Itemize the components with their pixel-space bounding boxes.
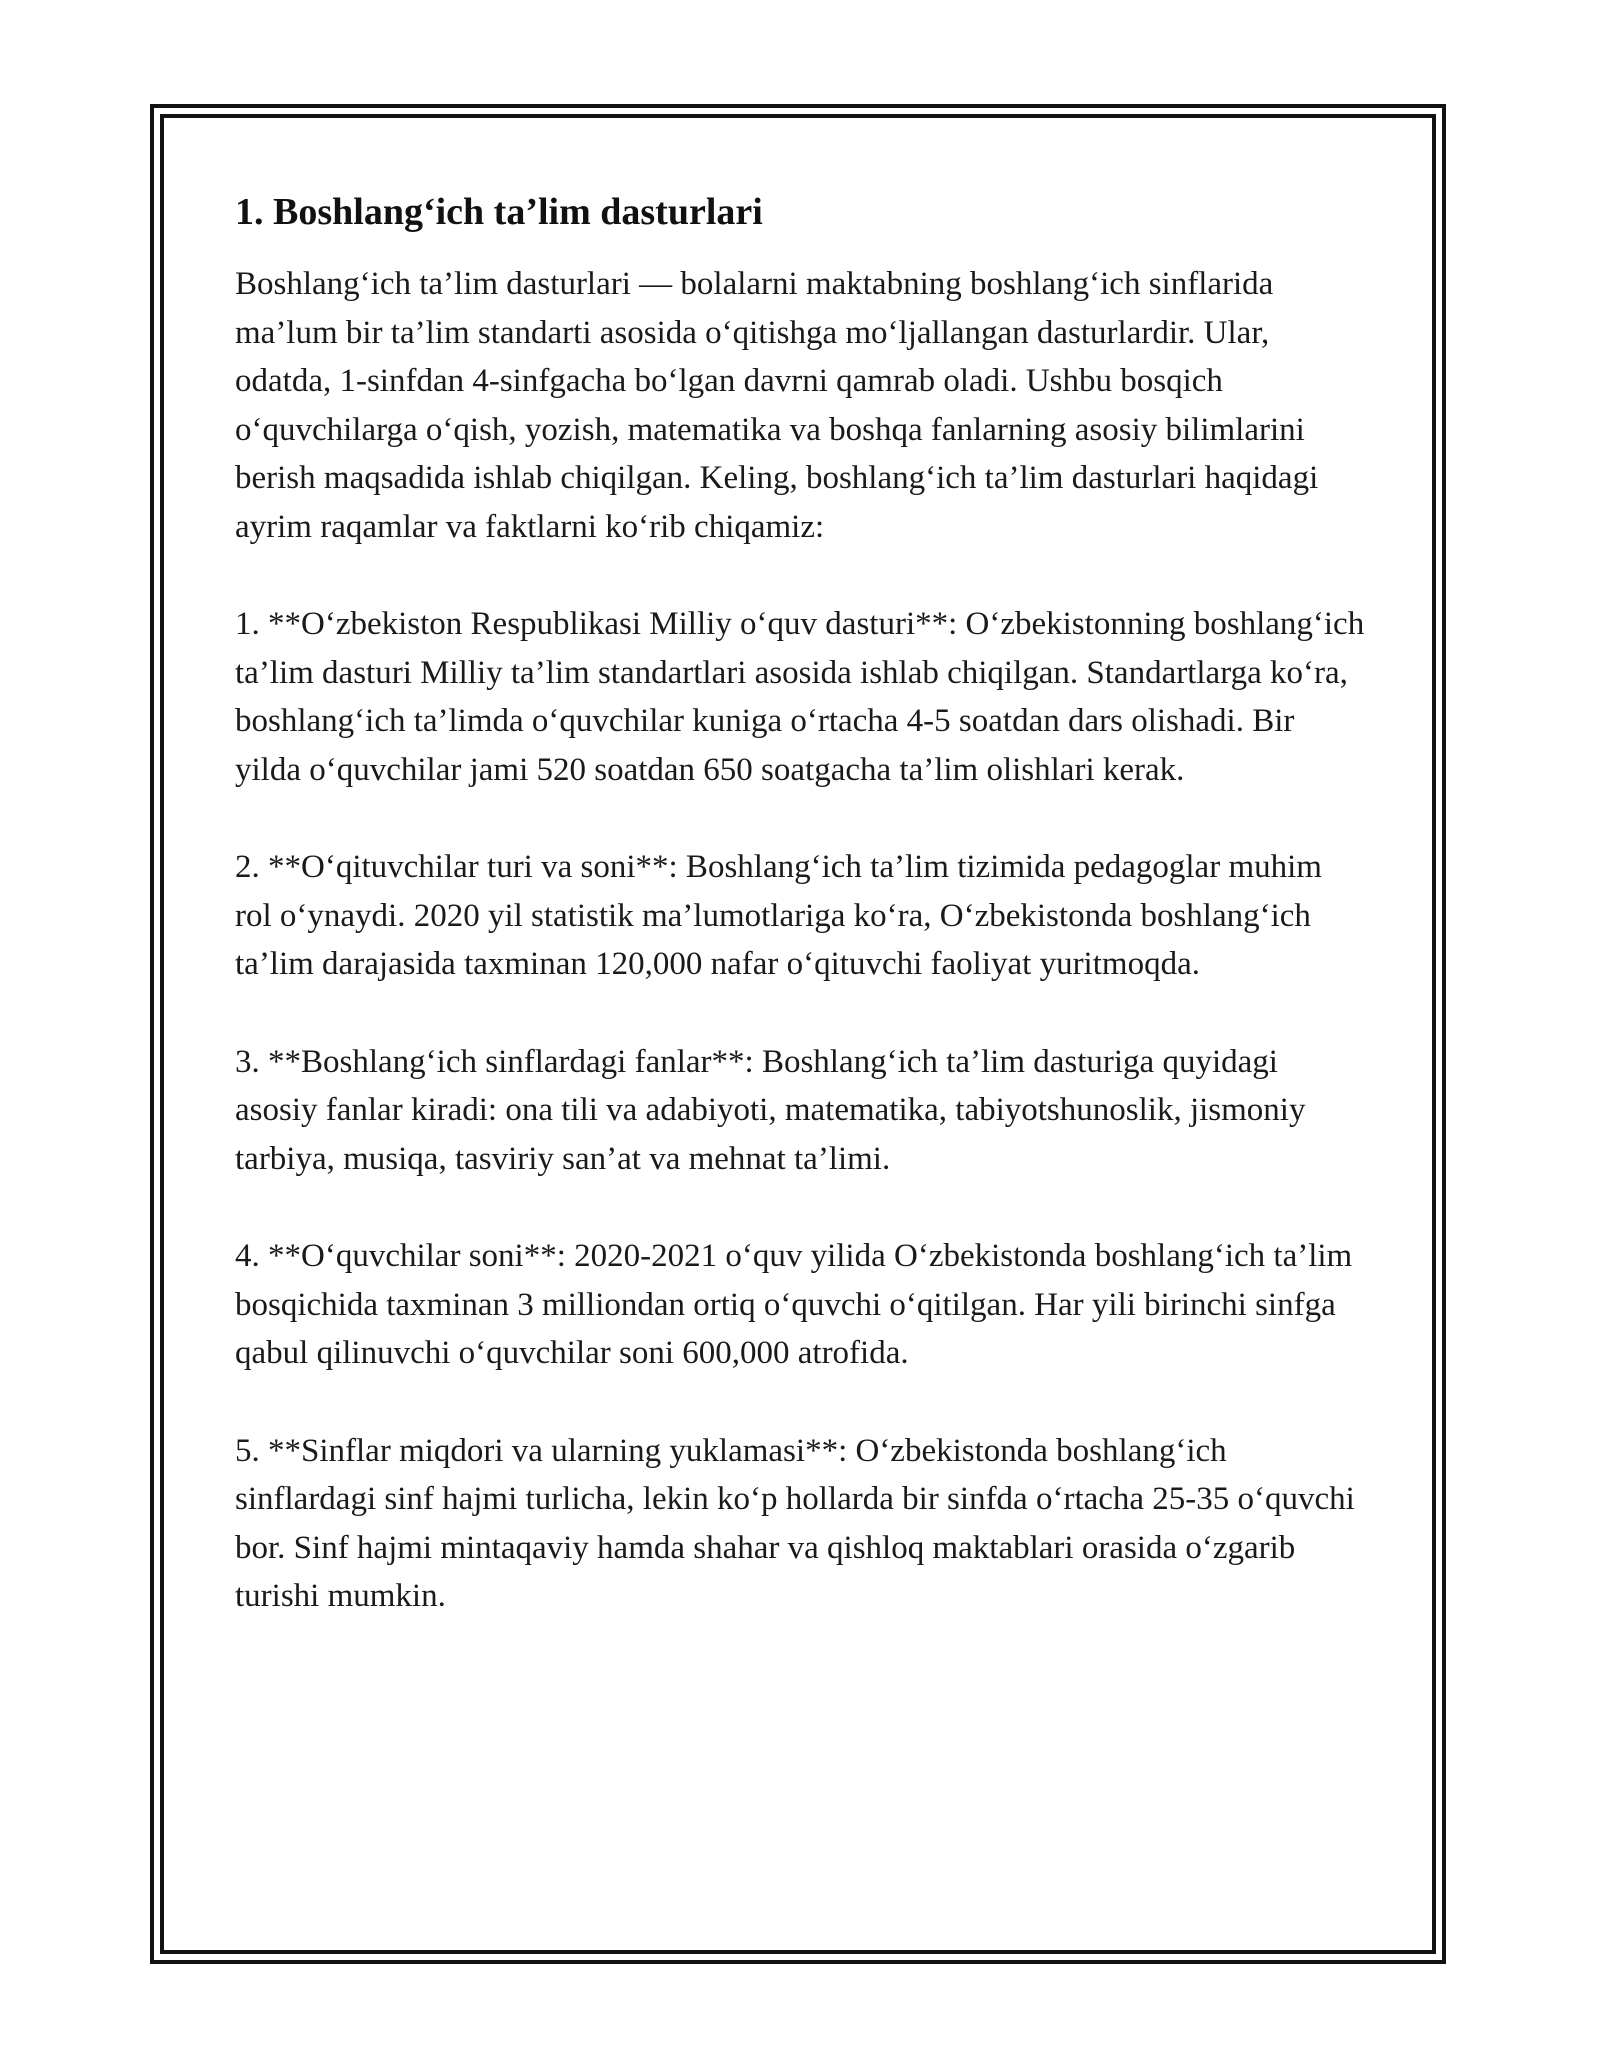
fact-paragraph-3: 3. **Boshlang‘ich sinflardagi fanlar**: Boshlang‘ich ta’lim dasturiga quyidagi asosiy fanlar kiradi: ona tili va adabiyoti, matematika, tabiyotshunoslik, jismoniy tarbiya, musiqa, tasviriy san’at va mehnat ta’limi.: [235, 1043, 1306, 1177]
fact-paragraph-2: 2. **O‘qituvchilar turi va soni**: Boshlang‘ich ta’lim tizimida pedagoglar muhim rol o‘ynaydi. 2020 yil statistik ma’lumotlariga ko‘ra, O‘zbekistonda boshlang‘ich ta’lim darajasida taxminan 120,000 nafar o‘qituvchi faoliyat yuritmoqda.: [235, 849, 1322, 982]
section-heading: 1. Boshlang‘ich ta’lim dasturlari: [235, 191, 763, 233]
fact-paragraph-4: 4. **O‘quvchilar soni**: 2020-2021 o‘quv yilida O‘zbekistonda boshlang‘ich ta’lim bosqichida taxminan 3 milliondan ortiq o‘quvchi o‘qitilgan. Har yili birinchi sinfga qabul qilinuvchi o‘quvchilar soni 600,000 atrofida.: [235, 1238, 1353, 1371]
document-body: [235, 186, 1365, 1670]
fact-paragraph-1: 1. **O‘zbekiston Respublikasi Milliy o‘quv dasturi**: O‘zbekistonning boshlang‘ich ta’lim dasturi Milliy ta’lim standartlari asosida ishlab chiqilgan. Standartlarga ko‘ra, boshlang‘ich ta’limda o‘quvchilar kuniga o‘rtacha 4-5 soatdan dars olishadi. Bir yilda o‘quvchilar jami 520 soatdan 650 soatgacha ta’lim olishlari kerak.: [235, 606, 1365, 788]
fact-paragraph-5: 5. **Sinflar miqdori va ularning yuklamasi**: O‘zbekistonda boshlang‘ich sinflardagi sinf hajmi turlicha, lekin ko‘p hollarda bir sinfda o‘rtacha 25-35 o‘quvchi bor. Sinf hajmi mintaqaviy hamda shahar va qishloq maktablari orasida o‘zgarib turishi mumkin.: [235, 1432, 1355, 1614]
intro-paragraph: Boshlang‘ich ta’lim dasturlari — bolalarni maktabning boshlang‘ich sinflarida ma’lum bir ta’lim standarti asosida o‘qitishga mo‘ljallangan dasturlardir. Ular, odatda, 1-sinfdan 4-sinfgacha bo‘lgan davrni qamrab oladi. Ushbu bosqich o‘quvchilarga o‘qish, yozish, matematika va boshqa fanlarning asosiy bilimlarini berish maqsadida ishlab chiqilgan. Keling, boshlang‘ich ta’lim dasturlari haqidagi ayrim raqamlar va faktlarni ko‘rib chiqamiz:: [235, 266, 1319, 545]
